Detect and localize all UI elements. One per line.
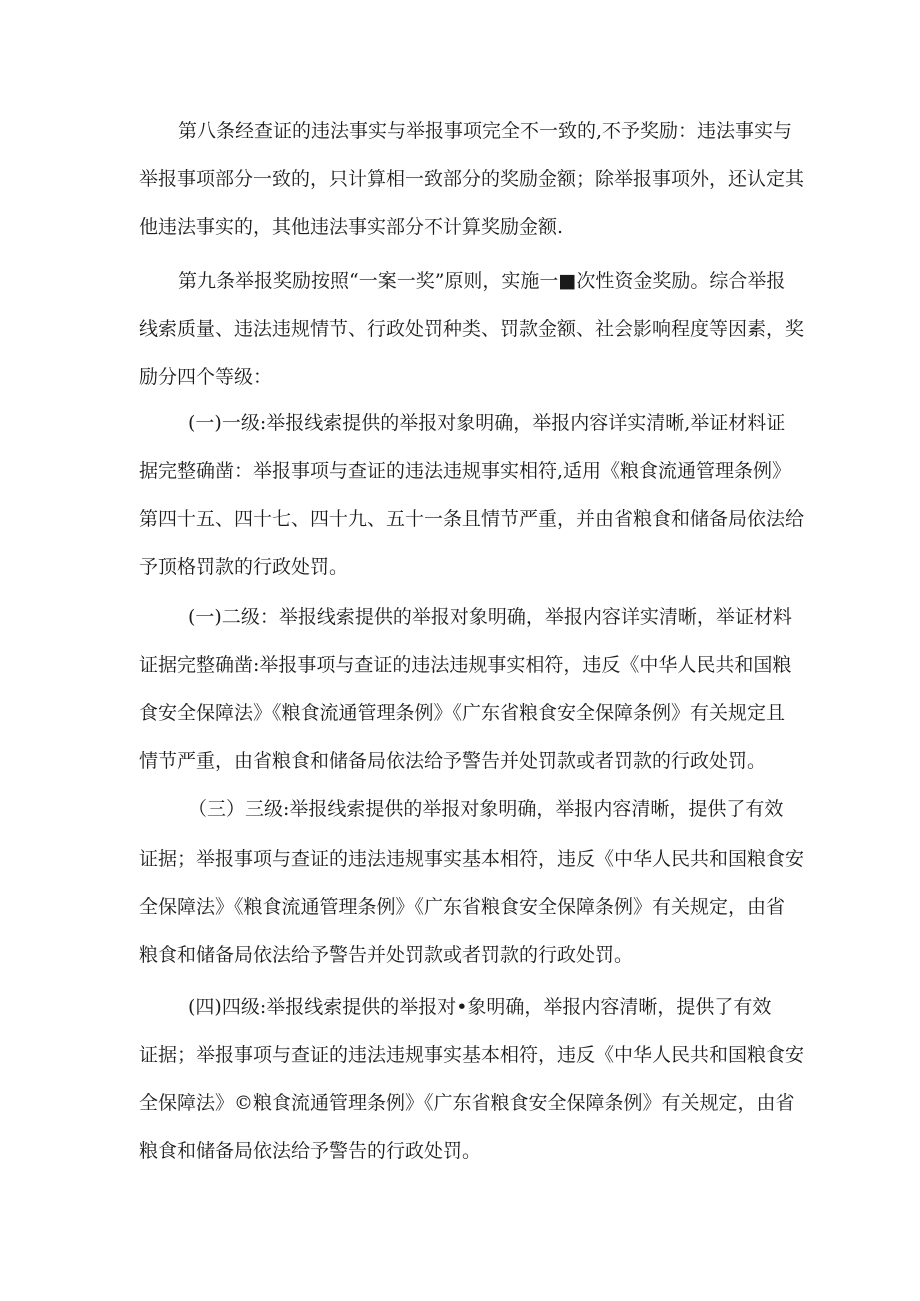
level-2-line-1: (一)二级：举报线索提供的举报对象明确，举报内容详实清晰，举证材料 — [188, 606, 792, 628]
level-1-line-4: 予顶格罚款的行政处罚。 — [139, 556, 349, 578]
level-4-line-3: 全保障法》©粮食流通管理条例》《广东省粮食安全保障条例》有关规定，由省 — [139, 1092, 795, 1114]
level-2-line-2: 证据完整确凿:举报事项与查证的违法违规事实相符，违反《中华人民共和国粮 — [139, 654, 792, 676]
article-9-line-3: 励分四个等级： — [139, 366, 273, 388]
level-1-line-3: 第四十五、四十七、四十九、五十一条且情节严重，并由省粮食和储备局依法给 — [139, 508, 805, 530]
article-8-line-1: 第八条经查证的违法事实与举报事项完全不一致的,不予奖励：违法事实与 — [178, 120, 793, 142]
level-4-line-2: 证据；举报事项与查证的违法违规事实基本相符，违反《中华人民共和国粮食安 — [139, 1044, 805, 1066]
level-3-line-1: （三）三级:举报线索提供的举报对象明确，举报内容清晰，提供了有效 — [188, 798, 784, 820]
level-4-line-4: 粮食和储备局依法给予警告的行政处罚。 — [139, 1140, 482, 1162]
article-9-line-1: 第九条举报奖励按照“一案一奖”原则，实施一■次性资金奖励。综合举报 — [178, 270, 786, 292]
level-2-line-3: 食安全保障法》《粮食流通管理条例》《广东省粮食安全保障条例》有关规定且 — [139, 702, 786, 724]
level-2-line-4: 情节严重，由省粮食和储备局依法给予警告并处罚款或者罚款的行政处罚。 — [139, 750, 767, 772]
level-1-line-1: (一)一级:举报线索提供的举报对象明确，举报内容详实清晰,举证材料证 — [188, 412, 786, 434]
article-8-line-2: 举报事项部分一致的，只计算相一致部分的奖励金额；除举报事项外，还认定其 — [139, 168, 805, 190]
level-3-line-4: 粮食和储备局依法给予警告并处罚款或者罚款的行政处罚。 — [139, 944, 634, 966]
level-3-line-3: 全保障法》《粮食流通管理条例》《广东省粮食安全保障条例》有关规定，由省 — [139, 896, 786, 918]
level-4-line-1: (四)四级:举报线索提供的举报对•象明确，举报内容清晰，提供了有效 — [188, 996, 772, 1018]
level-1-line-2: 据完整确凿：举报事项与查证的违法违规事实相符,适用《粮食流通管理条例》 — [139, 460, 792, 482]
level-3-line-2: 证据；举报事项与查证的违法违规事实基本相符，违反《中华人民共和国粮食安 — [139, 848, 805, 870]
article-8-line-3: 他违法事实的，其他违法事实部分不计算奖励金额. — [139, 216, 564, 238]
article-9-line-2: 线索质量、违法违规情节、行政处罚种类、罚款金额、社会影响程度等因素，奖 — [139, 318, 805, 340]
